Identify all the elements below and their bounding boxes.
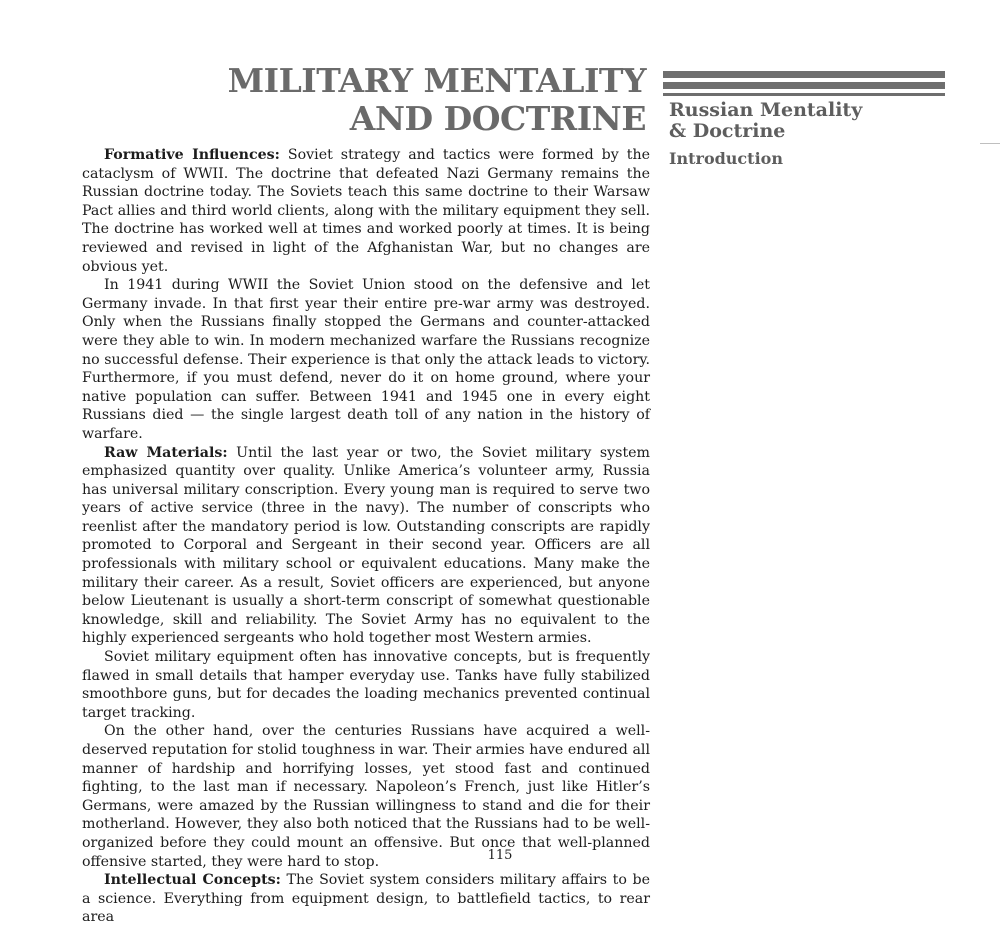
- intellectual-text: The Soviet system considers military affairs to be a science. Everything from equipment design, to battlefield tactics, to rear area: [82, 872, 650, 926]
- section-title-line-1: Russian Mentality: [669, 99, 863, 121]
- raw-materials-text: Until the last year or two, the Soviet military system emphasized quantity over quality. Unlike America’s volunteer army, Russia has universal military conscription. Every young man is required to serve two years of active service (three in the navy). The number of conscripts who reenlist after the mandatory period is low. Outstanding conscripts are rapidly promoted to Corporal and Sergeant in their second year. Officers are all professionals with military school or equivalent educations. Many make the military their career. As a result, Soviet officers are experienced, but anyone below Lieutenant is usually a short-term conscript of somewhat questionable knowledge, skill and reliability. The Soviet Army has no equivalent to the highly experienced sergeants who hold together most Western armies.: [82, 444, 650, 647]
- raw-materials-heading: Raw Materials:: [104, 444, 228, 461]
- paragraph-formative: [82, 146, 650, 276]
- paragraph-raw-materials: [82, 444, 650, 649]
- subsection-title: Introduction: [669, 149, 783, 168]
- body-text: [82, 146, 650, 927]
- page-number: 115: [487, 848, 513, 863]
- page-title-line-2: AND DOCTRINE: [349, 99, 646, 138]
- section-title-line-2: & Doctrine: [669, 120, 786, 142]
- paragraph-toughness: On the other hand, over the centuries Russians have acquired a well-deserved reputation for stolid toughness in war. Their armies have endured all manner of hardship and horrifying losses, yet stood fast and continued fighting, to the last man if necessary. Napoleon’s French, just like Hitler’s Germans, were amazed by the Russian willingness to stand and die for their motherland. However, they also both noticed that the Russians had to be well-organized before they could mount an offensive. But once that well-planned offensive started, they were hard to stop.: [82, 723, 650, 870]
- rule-bar-2: [663, 82, 945, 89]
- intellectual-heading: Intellectual Concepts:: [104, 872, 281, 889]
- section-rule-bars: [663, 71, 945, 100]
- page-title: [200, 62, 646, 138]
- formative-heading: Formative Influences:: [104, 147, 280, 163]
- sidebar: [669, 100, 969, 169]
- rule-bar-3: [663, 93, 945, 96]
- paragraph-intellectual: [82, 871, 650, 927]
- paragraph-1941: In 1941 during WWII the Soviet Union stood on the defensive and let Germany invade. In that first year their entire pre-war army was destroyed. Only when the Russians finally stopped the Germans and counter-attacked were they able to win. In modern mechanized warfare the Russians recognize no successful defense. Their experience is that only the attack leads to victory. Furthermore, if you must defend, never do it on home ground, where your native population can suffer. Between 1941 and 1945 one in every eight Russians died — the single largest death toll of any nation in the history of warfare.: [82, 277, 650, 442]
- page-title-line-1: MILITARY MENTALITY: [227, 61, 646, 100]
- formative-text: Soviet strategy and tactics were formed by the cataclysm of WWII. The doctrine that defeated Nazi Germany remains the Russian doctrine today. The Soviets teach this same doctrine to their Warsaw Pact allies and third world clients, along with the military equipment they sell. The doctrine has worked well at times and worked poorly at times. It is being reviewed and revised in light of the Afghanistan War, but no changes are obvious yet.: [82, 147, 650, 275]
- paragraph-equipment: Soviet military equipment often has innovative concepts, but is frequently flawed in small details that hamper everyday use. Tanks have fully stabilized smoothbore guns, but for decades the loading mechanics prevented continual target tracking.: [82, 649, 650, 721]
- edge-mark: [980, 143, 1000, 144]
- section-title: [669, 100, 969, 142]
- rule-bar-1: [663, 71, 945, 78]
